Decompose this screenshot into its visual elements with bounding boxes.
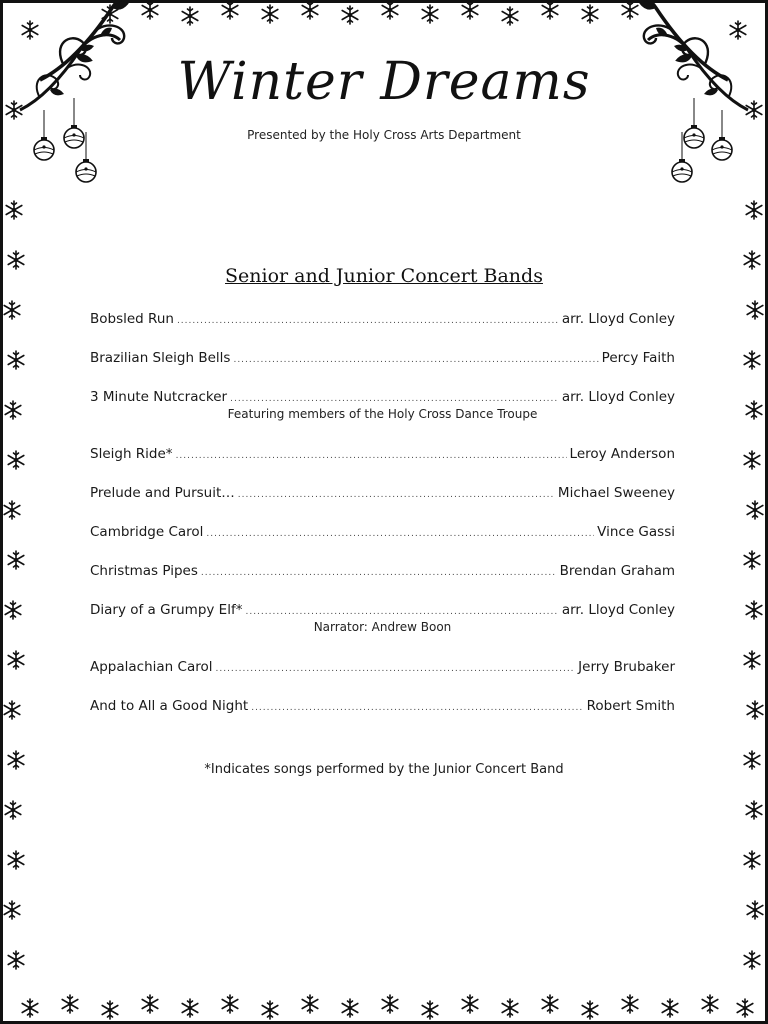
composer: Jerry Brubaker xyxy=(578,659,675,675)
program-item xyxy=(90,349,675,388)
program-item xyxy=(90,697,675,736)
program-list xyxy=(90,310,675,736)
piece-title: Sleigh Ride* xyxy=(90,446,173,462)
dot-leader xyxy=(176,447,567,465)
piece-title: Brazilian Sleigh Bells xyxy=(90,350,231,366)
program-item xyxy=(90,445,675,484)
section-heading: Senior and Junior Concert Bands xyxy=(225,265,543,287)
program-item xyxy=(90,658,675,697)
piece-title: Bobsled Run xyxy=(90,311,174,327)
program-item xyxy=(90,601,675,658)
dot-leader xyxy=(238,486,555,504)
composer: Percy Faith xyxy=(601,350,675,366)
composer: Robert Smith xyxy=(586,698,675,714)
dot-leader xyxy=(233,351,598,369)
composer: Vince Gassi xyxy=(597,524,675,540)
composer: Brendan Graham xyxy=(559,563,675,579)
program-item xyxy=(90,388,675,445)
program-item xyxy=(90,562,675,601)
piece-title: Diary of a Grumpy Elf* xyxy=(90,602,243,618)
dot-leader xyxy=(206,525,594,543)
composer: Leroy Anderson xyxy=(569,446,675,462)
piece-title: Prelude and Pursuit… xyxy=(90,485,235,501)
page-subtitle: Presented by the Holy Cross Arts Department xyxy=(247,128,521,142)
piece-title: Cambridge Carol xyxy=(90,524,204,540)
dot-leader xyxy=(201,564,557,582)
dot-leader xyxy=(251,699,583,717)
program-item xyxy=(90,484,675,523)
footnote: *Indicates songs performed by the Junior Concert Band xyxy=(204,762,564,777)
page-title: Winter Dreams xyxy=(177,52,591,112)
composer: Michael Sweeney xyxy=(557,485,675,501)
piece-title: Christmas Pipes xyxy=(90,563,198,579)
composer: arr. Lloyd Conley xyxy=(561,602,675,618)
piece-title: Appalachian Carol xyxy=(90,659,213,675)
program-item xyxy=(90,523,675,562)
dot-leader xyxy=(177,312,559,330)
piece-note: Featuring members of the Holy Cross Dance Troupe xyxy=(227,407,538,421)
dot-leader xyxy=(215,660,575,678)
program-item xyxy=(90,310,675,349)
piece-title: 3 Minute Nutcracker xyxy=(90,389,228,405)
composer: arr. Lloyd Conley xyxy=(561,311,675,327)
piece-note: Narrator: Andrew Boon xyxy=(313,620,452,634)
piece-title: And to All a Good Night xyxy=(90,698,249,714)
composer: arr. Lloyd Conley xyxy=(561,389,675,405)
